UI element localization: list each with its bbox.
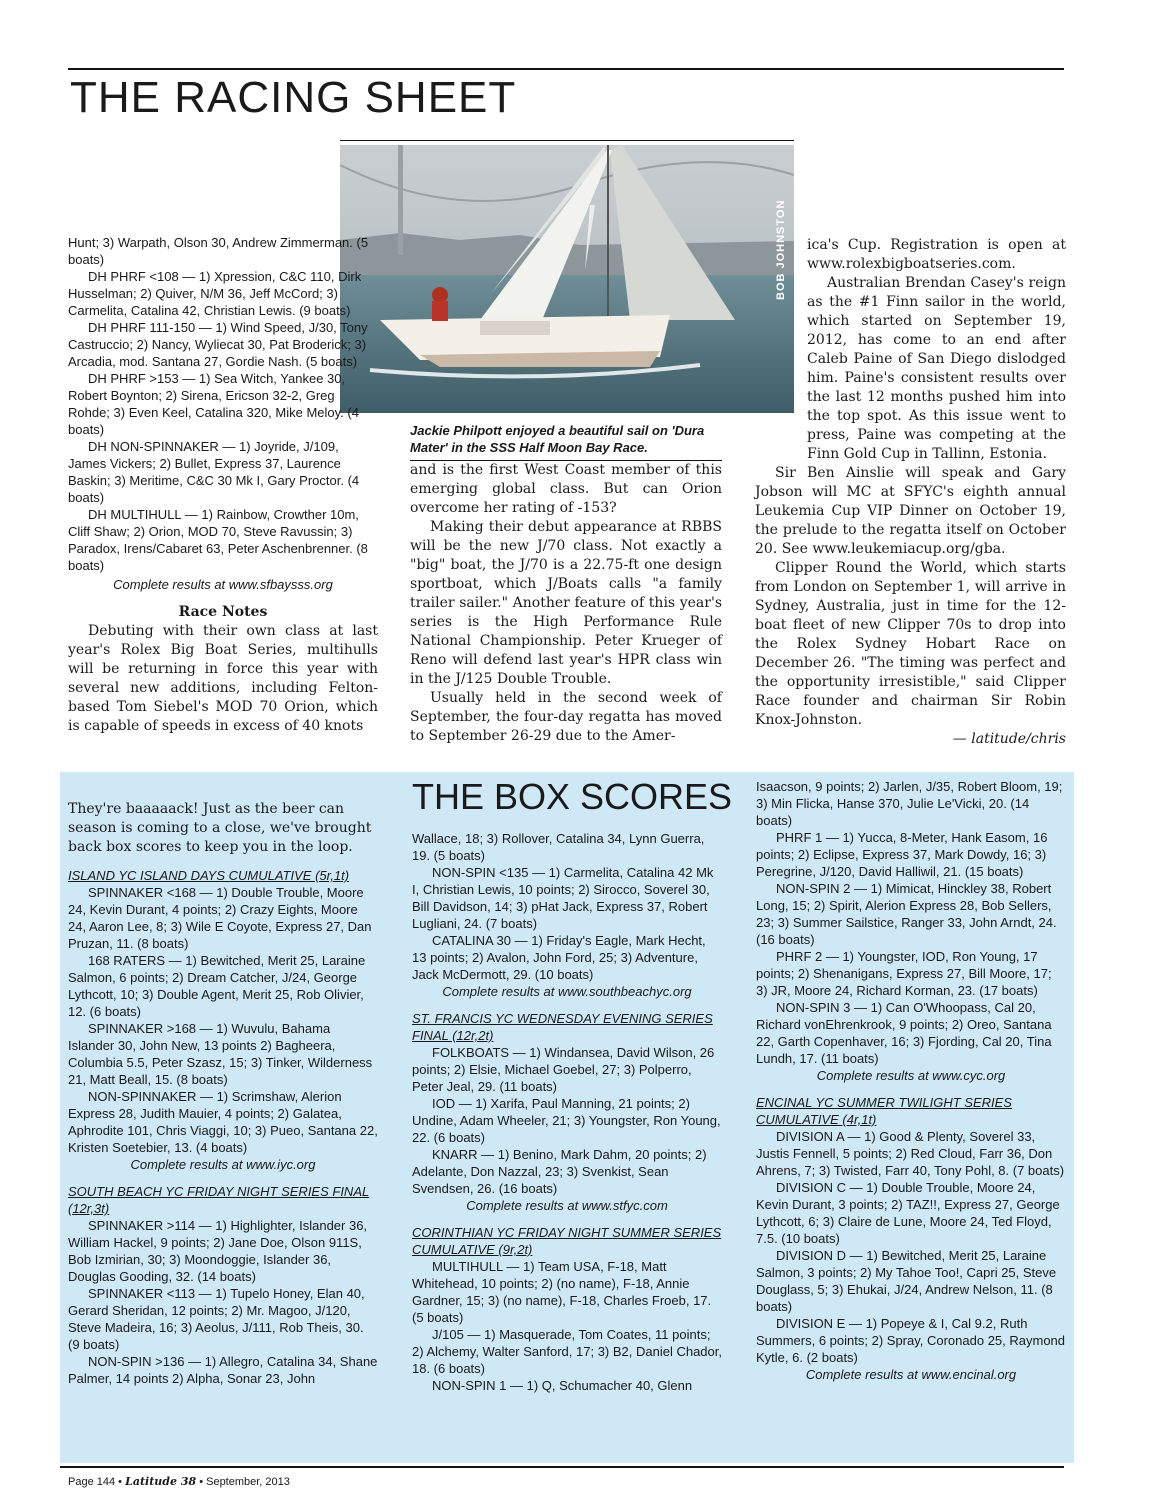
result-entry: NON-SPIN >136 — 1) Allegro, Catalina 34, Shane Palmer, 14 points 2) Alpha, Sonar 23, John [68,1354,378,1386]
box-intro: They're baaaaack! Just as the beer can season is coming to a close, we've brought back box scores to keep you in the loop. [68,801,372,855]
result-entry: SPINNAKER <168 — 1) Double Trouble, Moore 24, Kevin Durant, 4 points; 2) Crazy Eights, Moore 24, Aaron Lee, 8; 3) Wile E Coyote, Express 27, Dan Pruzan, 11. (8 boats) [68,885,372,951]
bottom-rule [60,1466,1064,1468]
column-right [755,236,1066,749]
results-link: Complete results at www.encinal.org [805,1367,1017,1382]
result-entry: Wallace, 18; 3) Rollover, Catalina 34, Lynn Guerra, 19. (5 boats) [412,831,705,863]
result-entry: DH PHRF >153 — 1) Sea Witch, Yankee 30, Robert Boynton; 2) Sirena, Ericson 32-2, Greg Rohde; 3) Even Keel, Catalina 320, Mike Meloy. (4 boats) [68,371,359,437]
result-entry: KNARR — 1) Benino, Mark Dahm, 20 points; 2) Adelante, Don Nazzal, 23; 3) Svenkist, Sean Svendsen, 26. (16 boats) [412,1147,707,1196]
section-heading: ST. FRANCIS YC WEDNESDAY EVENING SERIES FINAL (12r,2t) [412,1011,713,1043]
result-entry: FOLKBOATS — 1) Windansea, David Wilson, 26 points; 2) Elsie, Michael Goebel, 27; 3) Polperro, Peter Jeal, 29. (11 boats) [412,1045,715,1094]
result-entry: CATALINA 30 — 1) Friday's Eagle, Mark Hecht, 13 points; 2) Avalon, John Ford, 25; 3) Adventure, Jack McDermott, 29. (10 boats) [412,933,706,982]
result-entry: DIVISION C — 1) Double Trouble, Moore 24, Kevin Durant, 3 points; 2) TAZ!!, Express 27, George Lythcott, 6; 3) Claire de Lune, Moore 24, Ted Floyd, 7.5. (10 boats) [756,1180,1060,1246]
race-notes-text: Debuting with their own class at last year's Rolex Big Boat Series, multihulls will be returning in force this year with several new additions, including Felton-based Tom Siebel's MOD 70 Orion, which is capable of speeds in excess of 40 knots [68,623,378,734]
signoff: — latitude/chris [952,731,1066,747]
box-column-2 [412,830,722,1394]
result-entry: Isaacson, 9 points; 2) Jarlen, J/35, Robert Bloom, 19; 3) Min Flicka, Hanse 370, Julie Le'Vicki, 20. (14 boats) [756,779,1063,828]
result-entry: NON-SPIN 2 — 1) Mimicat, Hinckley 38, Robert Long, 15; 2) Spirit, Alerion Express 28, Bob Sellers, 23; 3) Summer Sailstice, Ranger 33, John Arndt, 24. (16 boats) [756,881,1057,947]
article-paragraph: Sir Ben Ainslie will speak and Gary Jobson will MC at SFYC's eighth annual Leukemia Cup VIP Dinner on October 19, the prelude to the regatta itself on October 20. See www.leukemiacup.org/gba. [755,465,1066,557]
result-entry: IOD — 1) Xarifa, Paul Manning, 21 points; 2) Undine, Adam Wheeler, 21; 3) Youngster, Ron Young, 22. (6 boats) [412,1096,721,1145]
issue-date: September, 2013 [206,1476,290,1488]
race-notes-heading: Race Notes [178,604,268,620]
result-entry: DH NON-SPINNAKER — 1) Joyride, J/109, James Vickers; 2) Bullet, Express 37, Laurence Baskin; 3) Meritime, C&C 30 Mk I, Gary Proctor. (4 boats) [68,439,360,505]
page-number: Page 144 [68,1476,116,1488]
result-entry: NON-SPIN 1 — 1) Q, Schumacher 40, Glenn [432,1378,693,1393]
sailboat-photo [340,145,794,413]
results-link: Complete results at www.cyc.org [816,1068,1006,1083]
article-paragraph: and is the first West Coast member of this emerging global class. But can Orion overcome her rating of -153? [410,462,722,516]
result-entry: DH PHRF <108 — 1) Xpression, C&C 110, Dirk Husselman; 2) Quiver, N/M 36, Jeff McCord; 3) Carmelita, Catalina 42, Christian Lewis. (9 boats) [68,269,362,318]
result-entry: DIVISION D — 1) Bewitched, Merit 25, Laraine Salmon, 3 points; 2) My Tahoe Too!, Capri 25, Steve Douglass, 5; 3) Ehukai, J/24, Andrew Nelson, 11. (8 boats) [756,1248,1057,1314]
results-link: Complete results at www.stfyc.com [466,1198,668,1213]
result-entry: PHRF 1 — 1) Yucca, 8-Meter, Hank Easom, 16 points; 2) Eclipse, Express 37, Mark Dowdy, 16; 3) Peregrine, J/120, David Halliwil, 21. (15 boats) [756,830,1048,879]
section-heading: SOUTH BEACH YC FRIDAY NIGHT SERIES FINAL (12r,3t) [68,1184,370,1216]
top-rule [68,68,1064,70]
article-paragraph: Australian Brendan Casey's reign as the #1 Finn sailor in the world, which started on September 19, 2012, has come to an end after Caleb Paine of San Diego dislodged him. Paine's consistent results over the last 12 months pushed him into the top spot. As this issue went to press, Paine was competing at the Finn Gold Cup in Tallinn, Estonia. [807,275,1066,462]
magazine-name: Latitude 38 [125,1475,197,1488]
result-entry: DIVISION A — 1) Good & Plenty, Soverel 33, Justis Fennell, 5 points; 2) Red Cloud, Farr 36, Don Ahrens, 7; 3) Twisted, Farr 40, Tony Pohl, 8. (7 boats) [756,1129,1065,1178]
result-entry: DH PHRF 111-150 — 1) Wind Speed, J/30, Tony Castruccio; 2) Nancy, Wyliecat 30, Pat Broderick; 3) Arcadia, mod. Santana 27, Gordie Nash. (5 boats) [68,320,368,369]
box-scores-title: THE BOX SCORES [412,776,733,817]
results-link: Complete results at www.iyc.org [130,1157,316,1172]
result-entry: PHRF 2 — 1) Youngster, IOD, Ron Young, 17 points; 2) Shenanigans, Express 27, Bill Moore, 17; 3) JR, Moore 24, Richard Korman, 23. (17 boats) [756,949,1052,998]
photo-caption: Jackie Philpott enjoyed a beautiful sail on 'Dura Mater' in the SSS Half Moon Bay Race. [410,422,722,461]
box-column-1 [68,800,378,1387]
result-entry: MULTIHULL — 1) Team USA, F-18, Matt Whitehead, 10 points; 2) (no name), F-18, Annie Gardner, 15; 3) (no name), F-18, Charles Froeb, 17. (5 boats) [412,1259,712,1325]
article-paragraph: Clipper Round the World, which starts from London on September 1, will arrive in Sydney, Australia, just in time for the 12-boat fleet of new Clipper 70s to drop into the Rolex Sydney Hobart Race on December 26. "The timing was perfect and the opportunity irresistible," said Clipper Race founder and chairman Sir Robin Knox-Johnston. [755,560,1066,728]
photo-top-rule [340,140,794,141]
bullet-separator: • [199,1476,207,1488]
result-entry: SPINNAKER >114 — 1) Highlighter, Islander 36, William Hackel, 9 points; 2) Jane Doe, Olson 911S, Bob Izmirian, 30; 3) Moondoggie, Islander 36, Douglas Gooding, 32. (14 boats) [68,1218,368,1284]
result-entry: J/105 — 1) Masquerade, Tom Coates, 11 points; 2) Alchemy, Walter Sanford, 17; 3) B2, Daniel Chador, 18. (6 boats) [412,1327,722,1376]
result-entry: NON-SPIN 3 — 1) Can O'Whoopass, Cal 20, Richard vonEhrenkrook, 9 points; 2) Oreo, Santana 22, Garth Copenhaver, 16; 3) Fjording, Cal 20, Tina Lundh, 17. (11 boats) [756,1000,1052,1066]
page-footer [68,1475,290,1488]
article-paragraph: Usually held in the second week of September, the four-day regatta has moved to September 26-29 due to the Amer- [410,690,722,744]
column-middle [410,461,722,746]
box-column-3 [756,778,1066,1383]
result-entry: 168 RATERS — 1) Bewitched, Merit 25, Laraine Salmon, 6 points; 2) Dream Catcher, J/24, George Lythcott, 10; 3) Double Agent, Merit 25, Rob Olivier, 12. (6 boats) [68,953,366,1019]
result-entry: SPINNAKER <113 — 1) Tupelo Honey, Elan 40, Gerard Sheridan, 12 points; 2) Mr. Magoo, J/120, Steve Madeira, 16; 3) Aeolus, J/111, Rob Theis, 30. (9 boats) [68,1286,365,1352]
column-left [68,234,378,736]
result-entry: Hunt; 3) Warpath, Olson 30, Andrew Zimmerman. (5 boats) [68,235,369,267]
result-entry: NON-SPIN <135 — 1) Carmelita, Catalina 42 Mk I, Christian Lewis, 10 points; 2) Sirocco, Soverel 30, Bill Davidson, 14; 3) pHat Jack, Express 37, Robert Lugliani, 24. (7 boats) [412,865,714,931]
result-entry: DH MULTIHULL — 1) Rainbow, Crowther 10m, Cliff Shaw; 2) Orion, MOD 70, Steve Ravussin; 3) Paradox, Irens/Cabaret 63, Peter Aschenbrenner. (8 boats) [68,507,368,573]
page-title: THE RACING SHEET [70,73,517,122]
photo-credit: BOB JOHNSTON [775,199,787,300]
result-entry: NON-SPINNAKER — 1) Scrimshaw, Alerion Express 28, Judith Mauier, 4 points; 2) Galatea, Aphrodite 101, Chris Viaggi, 10; 3) Pueo, Santana 22, Kristen Soetebier, 13. (4 boats) [68,1089,378,1155]
section-heading: CORINTHIAN YC FRIDAY NIGHT SUMMER SERIES CUMULATIVE (9r,2t) [412,1225,722,1257]
bullet-separator: • [118,1476,126,1488]
section-heading: ISLAND YC ISLAND DAYS CUMULATIVE (5r,1t) [68,868,350,883]
result-entry: SPINNAKER >168 — 1) Wuvulu, Bahama Islander 30, John New, 13 points 2) Bagheera, Columbia 5.5, Peter Szasz, 15; 3) Tinker, Wilderness 21, Matt Beall, 15. (8 boats) [68,1021,373,1087]
section-heading: ENCINAL YC SUMMER TWILIGHT SERIES CUMULATIVE (4r,1t) [756,1095,1012,1127]
results-link: Complete results at www.sfbaysss.org [113,577,333,592]
result-entry: DIVISION E — 1) Popeye & I, Cal 9.2, Ruth Summers, 6 points; 2) Spray, Coronado 25, Raymond Kytle, 6. (2 boats) [756,1316,1066,1365]
results-link: Complete results at www.southbeachyc.org [442,984,692,999]
article-paragraph: ica's Cup. Registration is open at www.rolexbigboatseries.com. [807,237,1066,272]
article-paragraph: Making their debut appearance at RBBS will be the new J/70 class. Not exactly a "big" boat, the J/70 is a 22.75-ft one design sportboat, which J/Boats calls "a family trailer sailer." Another feature of this year's series is the High Performance Rule National Championship. Peter Krueger of Reno will defend last year's HPR class win in the J/125 Double Trouble. [410,519,722,687]
